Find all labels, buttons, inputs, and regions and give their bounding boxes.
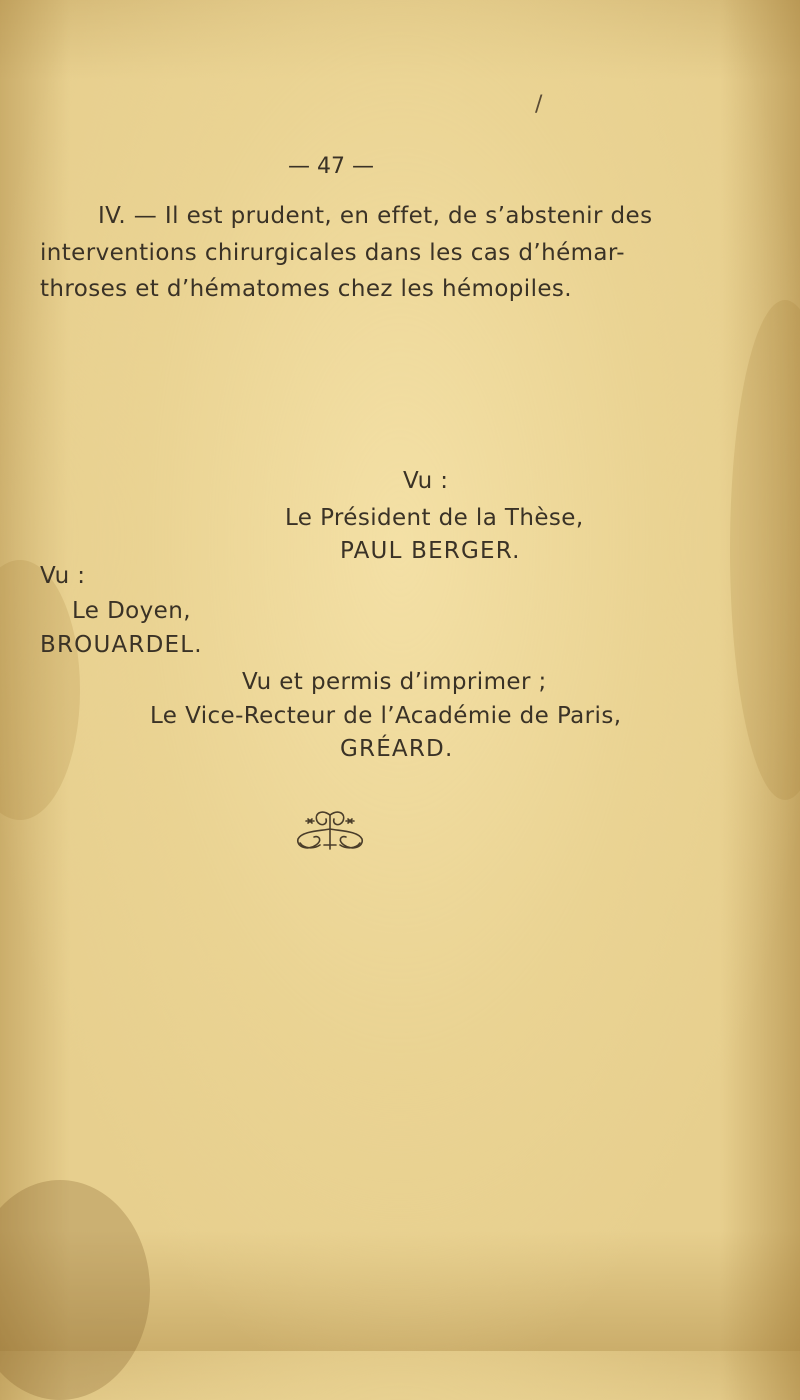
- president-vu: Vu :: [403, 468, 449, 494]
- paper-stain: [730, 300, 800, 800]
- president-title: Le Président de la Thèse,: [285, 505, 584, 531]
- ink-mark: /: [535, 92, 543, 117]
- paper-stain: [0, 1180, 150, 1400]
- doyen-vu: Vu :: [40, 563, 86, 589]
- paragraph-line-1: IV. — Il est prudent, en effet, de s’abstenir des: [98, 203, 653, 229]
- recteur-permis: Vu et permis d’imprimer ;: [242, 669, 547, 695]
- page-number: — 47 —: [288, 154, 374, 179]
- paragraph-line-3: throses et d’hématomes chez les hémopiles.: [40, 276, 573, 302]
- recteur-title: Le Vice-Recteur de l’Académie de Paris,: [150, 703, 622, 729]
- doyen-title: Le Doyen,: [72, 598, 191, 624]
- paper-stain: [0, 560, 80, 820]
- doyen-name: BROUARDEL.: [40, 632, 203, 658]
- president-name: PAUL BERGER.: [340, 538, 521, 564]
- recteur-name: GRÉARD.: [340, 736, 454, 762]
- printer-ornament-icon: [290, 805, 370, 857]
- paragraph-line-2: interventions chirurgicales dans les cas d’hémar-: [40, 240, 625, 266]
